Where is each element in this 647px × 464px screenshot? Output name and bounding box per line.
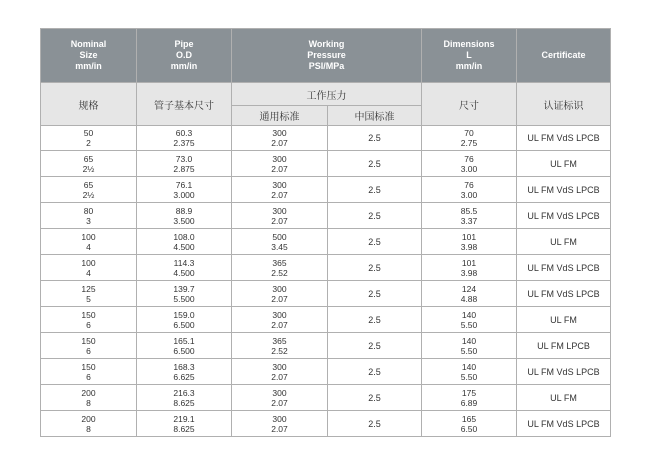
cell-pipe-od: 114.3 4.500 (137, 255, 232, 281)
table-row (41, 385, 611, 411)
cell-nominal-size: 200 8 (41, 385, 137, 411)
cell-nominal-size: 150 6 (41, 333, 137, 359)
cell-certificate: UL FM (517, 385, 611, 411)
cell-pipe-od: 139.7 5.500 (137, 281, 232, 307)
cell-working-pressure: 300 2.07 (232, 281, 328, 307)
header-general-standard: 通用标准 (232, 106, 328, 126)
table-row (41, 411, 611, 437)
cell-china-standard-pressure: 2.5 (328, 385, 422, 411)
table-row (41, 359, 611, 385)
cell-working-pressure: 300 2.07 (232, 385, 328, 411)
header-china-standard: 中国标准 (328, 106, 422, 126)
cell-pipe-od: 60.3 2.375 (137, 126, 232, 151)
cell-certificate: UL FM (517, 151, 611, 177)
header-pipe-od-zh: 管子基本尺寸 (137, 83, 232, 126)
cell-nominal-size: 50 2 (41, 126, 137, 151)
cell-china-standard-pressure: 2.5 (328, 333, 422, 359)
cell-china-standard-pressure: 2.5 (328, 126, 422, 151)
cell-certificate: UL FM (517, 307, 611, 333)
cell-pipe-od: 159.0 6.500 (137, 307, 232, 333)
cell-working-pressure: 300 2.07 (232, 151, 328, 177)
table-row (41, 203, 611, 229)
cell-certificate: UL FM VdS LPCB (517, 359, 611, 385)
cell-dimension: 70 2.75 (422, 126, 517, 151)
cell-dimension: 101 3.98 (422, 229, 517, 255)
header-pressure-zh: 工作压力 (232, 83, 422, 106)
header-spec-zh: 规格 (41, 83, 137, 126)
cell-dimension: 140 5.50 (422, 359, 517, 385)
table-row (41, 307, 611, 333)
cell-china-standard-pressure: 2.5 (328, 229, 422, 255)
cell-working-pressure: 300 2.07 (232, 177, 328, 203)
cell-dimension: 165 6.50 (422, 411, 517, 437)
cell-certificate: UL FM VdS LPCB (517, 281, 611, 307)
table-row (41, 229, 611, 255)
cell-pipe-od: 88.9 3.500 (137, 203, 232, 229)
chinese-header-row (41, 83, 611, 106)
cell-dimension: 76 3.00 (422, 151, 517, 177)
cell-china-standard-pressure: 2.5 (328, 411, 422, 437)
english-header-row (41, 29, 611, 83)
cell-nominal-size: 150 6 (41, 359, 137, 385)
cell-dimension: 124 4.88 (422, 281, 517, 307)
cell-pipe-od: 73.0 2.875 (137, 151, 232, 177)
header-dimensions: Dimensions L mm/in (422, 29, 517, 83)
cell-nominal-size: 65 2½ (41, 151, 137, 177)
cell-china-standard-pressure: 2.5 (328, 177, 422, 203)
table-row (41, 177, 611, 203)
cell-pipe-od: 165.1 6.500 (137, 333, 232, 359)
cell-working-pressure: 300 2.07 (232, 203, 328, 229)
cell-nominal-size: 100 4 (41, 229, 137, 255)
cell-pipe-od: 168.3 6.625 (137, 359, 232, 385)
table-row (41, 281, 611, 307)
cell-working-pressure: 365 2.52 (232, 333, 328, 359)
cell-china-standard-pressure: 2.5 (328, 307, 422, 333)
header-certificate: Certificate (517, 29, 611, 83)
cell-china-standard-pressure: 2.5 (328, 255, 422, 281)
cell-certificate: UL FM VdS LPCB (517, 126, 611, 151)
cell-dimension: 85.5 3.37 (422, 203, 517, 229)
cell-certificate: UL FM VdS LPCB (517, 203, 611, 229)
cell-dimension: 175 6.89 (422, 385, 517, 411)
cell-working-pressure: 300 2.07 (232, 126, 328, 151)
cell-china-standard-pressure: 2.5 (328, 151, 422, 177)
table-row (41, 255, 611, 281)
cell-dimension: 140 5.50 (422, 307, 517, 333)
cell-certificate: UL FM VdS LPCB (517, 255, 611, 281)
header-nominal-size: Nominal Size mm/in (41, 29, 137, 83)
cell-dimension: 140 5.50 (422, 333, 517, 359)
cell-china-standard-pressure: 2.5 (328, 203, 422, 229)
cell-nominal-size: 80 3 (41, 203, 137, 229)
table-row (41, 151, 611, 177)
cell-certificate: UL FM VdS LPCB (517, 411, 611, 437)
header-pipe-od: Pipe O.D mm/in (137, 29, 232, 83)
cell-working-pressure: 300 2.07 (232, 359, 328, 385)
specification-table (40, 28, 611, 437)
cell-working-pressure: 365 2.52 (232, 255, 328, 281)
cell-pipe-od: 108.0 4.500 (137, 229, 232, 255)
cell-pipe-od: 216.3 8.625 (137, 385, 232, 411)
table-row (41, 333, 611, 359)
cell-nominal-size: 100 4 (41, 255, 137, 281)
cell-nominal-size: 150 6 (41, 307, 137, 333)
table-row (41, 126, 611, 151)
cell-pipe-od: 76.1 3.000 (137, 177, 232, 203)
header-dimension-zh: 尺寸 (422, 83, 517, 126)
header-certification-zh: 认证标识 (517, 83, 611, 126)
cell-working-pressure: 300 2.07 (232, 307, 328, 333)
cell-working-pressure: 500 3.45 (232, 229, 328, 255)
cell-nominal-size: 65 2½ (41, 177, 137, 203)
cell-working-pressure: 300 2.07 (232, 411, 328, 437)
cell-certificate: UL FM LPCB (517, 333, 611, 359)
cell-nominal-size: 125 5 (41, 281, 137, 307)
cell-pipe-od: 219.1 8.625 (137, 411, 232, 437)
cell-certificate: UL FM VdS LPCB (517, 177, 611, 203)
cell-china-standard-pressure: 2.5 (328, 359, 422, 385)
cell-dimension: 76 3.00 (422, 177, 517, 203)
cell-certificate: UL FM (517, 229, 611, 255)
cell-china-standard-pressure: 2.5 (328, 281, 422, 307)
cell-nominal-size: 200 8 (41, 411, 137, 437)
table-body (41, 126, 611, 437)
header-working-pressure: Working Pressure PSI/MPa (232, 29, 422, 83)
cell-dimension: 101 3.98 (422, 255, 517, 281)
